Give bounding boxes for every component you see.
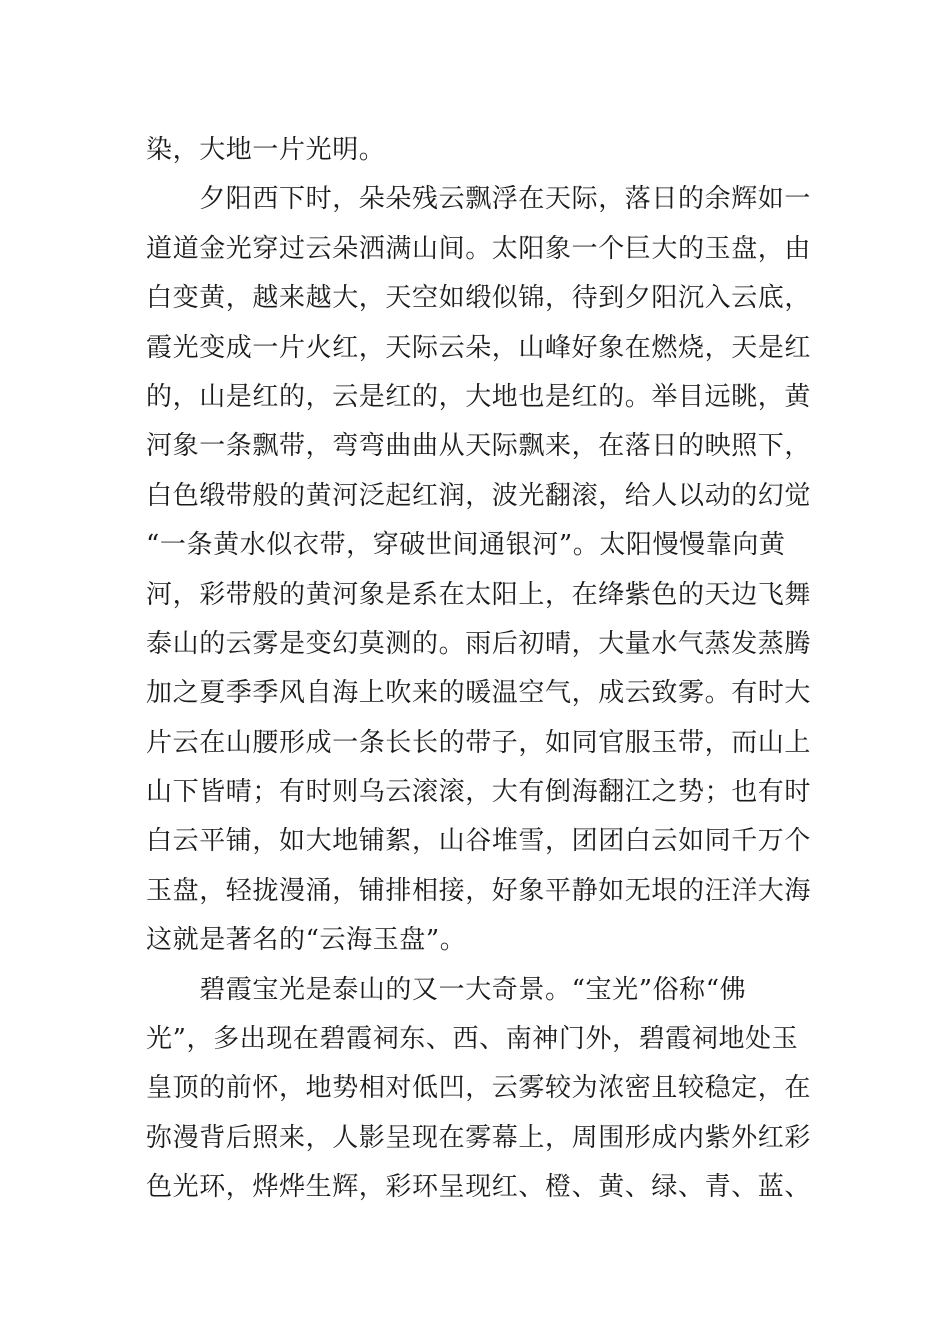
- text-line: 河，彩带般的黄河象是系在太阳上，在绛紫色的天边飞舞: [146, 579, 812, 610]
- text-line: 碧霞宝光是泰山的又一大奇景。“宝光”俗称“佛: [146, 974, 747, 1005]
- text-line: 片云在山腰形成一条长长的带子，如同官服玉带，而山上: [146, 727, 812, 758]
- text-line: 白变黄，越来越大，天空如缎似锦，待到夕阳沉入云底，: [146, 283, 812, 314]
- text-line: 弥漫背后照来，人影呈现在雾幕上，周围形成内紫外红彩: [146, 1122, 812, 1153]
- text-line: “一条黄水似衣带，穿破世间通银河”。太阳慢慢靠向黄: [146, 530, 786, 561]
- text-line: 色光环，烨烨生辉，彩环呈现红、橙、黄、绿、青、蓝、: [146, 1172, 812, 1203]
- text-line: 夕阳西下时，朵朵残云飘浮在天际，落日的余辉如一: [146, 184, 812, 215]
- text-line: 这就是著名的“云海玉盘”。: [146, 925, 467, 956]
- text-line: 白云平铺，如大地铺絮，山谷堆雪，团团白云如同千万个: [146, 826, 812, 857]
- body-text: [146, 126, 810, 1213]
- text-line: 玉盘，轻拢漫涌，铺排相接，好象平静如无垠的汪洋大海: [146, 875, 812, 906]
- text-line: 皇顶的前怀，地势相对低凹，云雾较为浓密且较稳定，在: [146, 1073, 812, 1104]
- text-line: 的，山是红的，云是红的，大地也是红的。举目远眺，黄: [146, 381, 812, 412]
- text-line: 染，大地一片光明。: [146, 135, 386, 165]
- text-line: 山下皆晴；有时则乌云滚滚，大有倒海翻江之势；也有时: [146, 777, 812, 808]
- text-line: 光”，多出现在碧霞祠东、西、南神门外，碧霞祠地处玉: [146, 1024, 799, 1055]
- text-line: 白色缎带般的黄河泛起红润，波光翻滚，给人以动的幻觉: [146, 480, 812, 511]
- text-line: 河象一条飘带，弯弯曲曲从天际飘来，在落日的映照下，: [146, 431, 812, 462]
- text-line: 加之夏季季风自海上吹来的暖温空气，成云致雾。有时大: [146, 678, 812, 709]
- text-line: 霞光变成一片火红，天际云朵，山峰好象在燃烧，天是红: [146, 332, 812, 363]
- text-line: 道道金光穿过云朵洒满山间。太阳象一个巨大的玉盘，由: [146, 233, 812, 264]
- text-line: 泰山的云雾是变幻莫测的。雨后初晴，大量水气蒸发蒸腾: [146, 628, 812, 659]
